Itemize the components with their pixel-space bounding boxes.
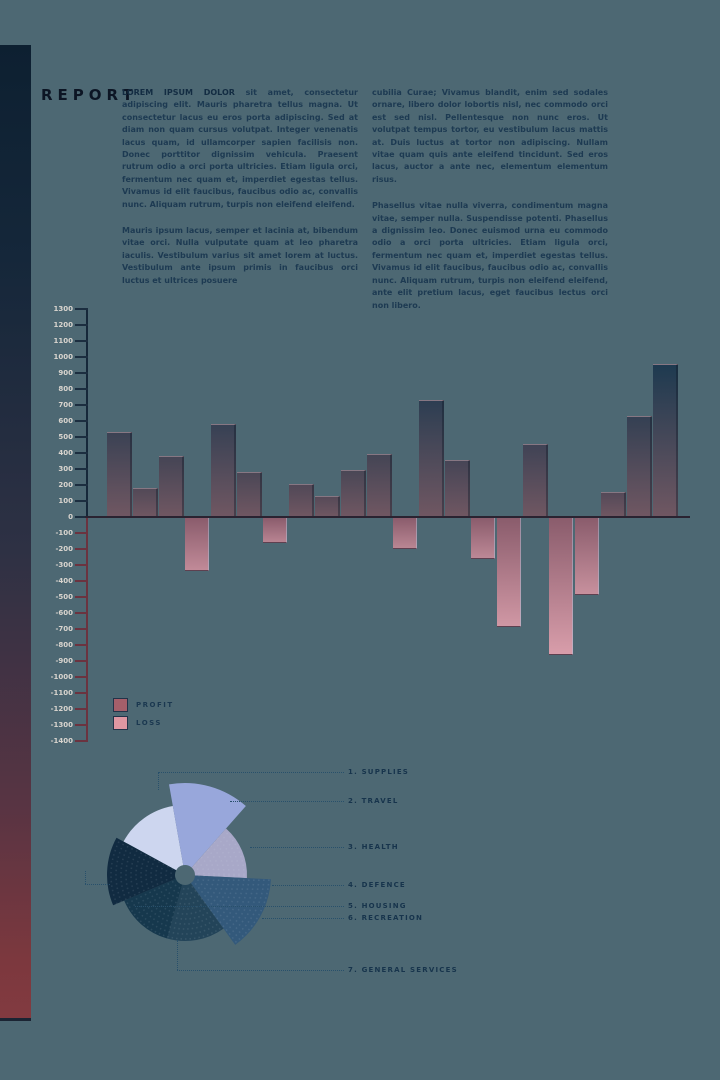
rose-segment-label: 1. SUPPLIES: [348, 768, 410, 776]
bar-positive: [419, 400, 444, 517]
bar-negative: [549, 518, 573, 655]
intro-paragraph: Phasellus vitae nulla viverra, condimentum magna vitae, semper nulla. Suspendisse potenti. Phasellus a dignissim leo. Donec euismod urna eu commodo odio a orci porta ultricies. Etiam ligula orci, fermentum nec quam et, imperdiet egestas tellus. Vivamus id elit faucibus, faucibus odio ac, convallis nunc. Aliquam rutrum, turpis non eleifend eleifend, ante elit pretium lacus, eget faucibus lectus orci non libero.: [372, 201, 608, 310]
y-axis-tick-label: 1200: [53, 320, 73, 329]
y-axis-tick: [75, 404, 88, 406]
y-axis-tick: [75, 532, 88, 534]
bar-negative: [393, 518, 417, 549]
y-axis-tick: [75, 468, 88, 470]
intro-column-1: [122, 87, 358, 301]
y-axis-tick: [75, 372, 88, 374]
y-axis-tick: [75, 596, 88, 598]
y-axis-tick-label: -100: [55, 528, 73, 537]
legend-item: [113, 716, 162, 730]
y-axis-tick-label: 1100: [53, 336, 73, 345]
bar-positive: [653, 364, 678, 517]
y-axis-tick: [75, 420, 88, 422]
y-axis-tick-label: -1300: [50, 720, 73, 729]
y-axis-tick: [75, 644, 88, 646]
y-axis-tick: [75, 708, 88, 710]
y-axis-tick-label: -400: [55, 576, 73, 585]
y-axis-tick-label: 100: [58, 496, 73, 505]
y-axis-tick-label: -1000: [50, 672, 73, 681]
leader-line: [135, 906, 344, 907]
y-axis-tick-label: 0: [68, 512, 73, 521]
bar-positive: [367, 454, 392, 517]
y-axis-tick-label: -1200: [50, 704, 73, 713]
intro-paragraph: cubilia Curae; Vivamus blandit, enim sed sodales ornare, libero dolor lobortis nisl, nec commodo orci est sed nisl. Pellentesque non nunc eros. Ut volutpat tempus tortor, eu vestibulum lacus mattis at. Duis luctus at tortor non adipiscing. Nullam vitae quam quis ante eleifend tincidunt. Sed eros lacus, auctor a ante nec, elementum elementum risus.: [372, 88, 608, 184]
bar-positive: [289, 484, 314, 517]
y-axis-tick-label: 800: [58, 384, 73, 393]
intro-paragraph: Mauris ipsum lacus, semper et lacinia at, bibendum vitae orci. Nulla vulputate quam at leo pharetra iaculis. Vestibulum varius sit amet lorem at luctus. Vestibulum ante ipsum primis in faucibus orci luctus et ultrices posuere: [122, 226, 358, 285]
y-axis-tick-label: -700: [55, 624, 73, 633]
y-axis-tick-label: -1100: [50, 688, 73, 697]
y-axis-tick: [75, 548, 88, 550]
legend-label: LOSS: [136, 719, 162, 727]
y-axis-tick: [75, 452, 88, 454]
bar-positive: [341, 470, 366, 517]
leader-line: [230, 801, 344, 802]
legend-swatch: [113, 698, 128, 712]
y-axis-tick: [75, 612, 88, 614]
rose-segment-label: 4. DEFENCE: [348, 881, 406, 889]
y-axis-tick: [75, 724, 88, 726]
intro-lead-in: LOREM IPSUM DOLOR: [122, 88, 235, 97]
rose-segment-label: 3. HEALTH: [348, 843, 399, 851]
y-axis-tick: [75, 660, 88, 662]
y-axis-tick-label: 1300: [53, 304, 73, 313]
y-axis-tick-label: -1400: [50, 736, 73, 745]
bar-negative: [497, 518, 521, 627]
rose-segment-label: 6. RECREATION: [348, 914, 424, 922]
bar-negative: [185, 518, 209, 571]
bar-positive: [237, 472, 262, 517]
leader-line: [177, 970, 344, 971]
y-axis-tick-label: 600: [58, 416, 73, 425]
leader-line: [250, 847, 344, 848]
leader-line: [177, 940, 178, 970]
bar-positive: [211, 424, 236, 517]
y-axis-tick-label: -300: [55, 560, 73, 569]
bar-positive: [523, 444, 548, 517]
y-axis-tick: [75, 500, 88, 502]
y-axis-tick: [75, 580, 88, 582]
bar-negative: [263, 518, 287, 543]
bar-chart-zero-baseline: [85, 516, 690, 518]
intro-paragraph-text: sit amet, consectetur adipiscing elit. Mauris pharetra tellus magna. Ut consectetur lacus eu eros porta adipiscing. Sed at diam non quam cursus volutpat. Integer venenatis lacus quam, id ullamcorper sapien facilisis non. Donec porttitor dignissim vehicula. Praesent rutrum odio a orci porta ultricies. Etiam ligula orci, fermentum nec quam et, imperdiet egestas tellus. Vivamus id elit faucibus, faucibus odio ac, convallis nunc. Aliquam rutrum, turpis non eleifend eleifend.: [122, 88, 358, 209]
y-axis-tick-label: -900: [55, 656, 73, 665]
y-axis-tick-label: -200: [55, 544, 73, 553]
leader-line: [272, 885, 344, 886]
bar-positive: [159, 456, 184, 517]
intro-column-2: [372, 87, 608, 326]
leader-line: [158, 772, 159, 790]
legend-swatch: [113, 716, 128, 730]
legend-item: [113, 698, 174, 712]
rose-segment-label: 7. GENERAL SERVICES: [348, 966, 458, 974]
y-axis-tick-label: -600: [55, 608, 73, 617]
y-axis-tick-label: 400: [58, 448, 73, 457]
y-axis-tick: [75, 308, 88, 310]
bar-positive: [627, 416, 652, 517]
legend-label: PROFIT: [136, 701, 174, 709]
y-axis-tick-label: 200: [58, 480, 73, 489]
y-axis-tick: [75, 564, 88, 566]
y-axis-tick: [75, 692, 88, 694]
leader-line: [85, 884, 110, 885]
bar-positive: [133, 488, 158, 517]
bar-positive: [445, 460, 470, 517]
y-axis-tick-label: 1000: [53, 352, 73, 361]
y-axis-tick-label: 900: [58, 368, 73, 377]
y-axis-tick: [75, 676, 88, 678]
y-axis-tick: [75, 356, 88, 358]
y-axis-tick: [75, 628, 88, 630]
y-axis-tick: [75, 388, 88, 390]
page-title: REPORT: [41, 86, 138, 104]
bar-negative: [575, 518, 599, 595]
leader-line: [262, 918, 344, 919]
bar-positive: [601, 492, 626, 517]
y-axis-tick-label: 300: [58, 464, 73, 473]
intro-paragraph: [122, 87, 358, 211]
y-axis-tick-label: -800: [55, 640, 73, 649]
bar-positive: [107, 432, 132, 517]
y-axis-tick-label: 500: [58, 432, 73, 441]
rose-segment-label: 2. TRAVEL: [348, 797, 399, 805]
y-axis-tick: [75, 484, 88, 486]
y-axis-tick: [75, 340, 88, 342]
y-axis-tick: [75, 324, 88, 326]
bar-positive: [315, 496, 340, 517]
bar-negative: [471, 518, 495, 559]
rose-segment-label: 5. HOUSING: [348, 902, 407, 910]
leader-line: [158, 772, 344, 773]
y-axis-tick-label: 700: [58, 400, 73, 409]
y-axis-tick-label: -500: [55, 592, 73, 601]
leader-line: [85, 871, 86, 884]
y-axis-tick: [75, 436, 88, 438]
